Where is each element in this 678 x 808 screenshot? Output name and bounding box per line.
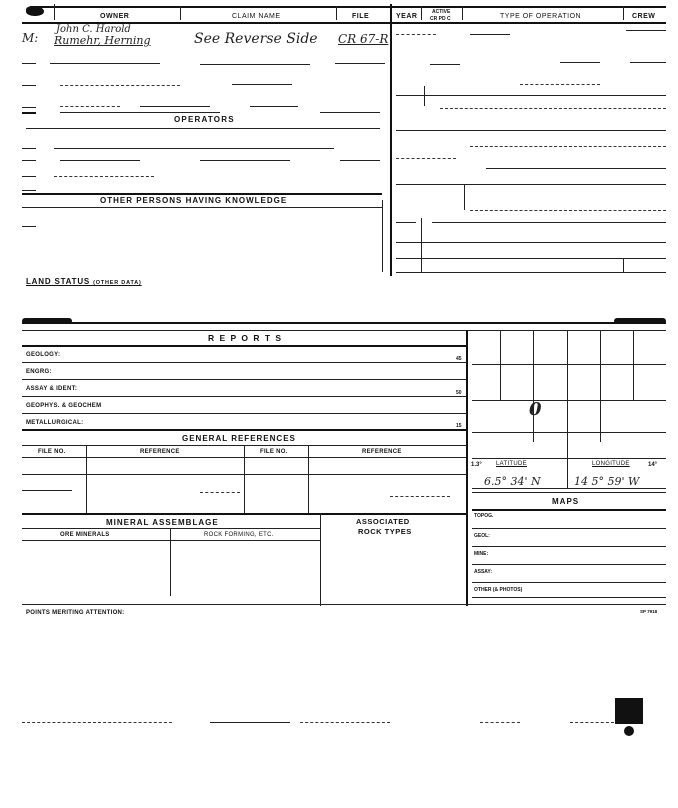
longitude-label: LONGITUDE — [592, 461, 630, 467]
column-header-type-of-operation: TYPE OF OPERATION — [500, 13, 582, 20]
maps-row-topog: TOPOG. — [474, 513, 494, 519]
margin-number-15: 15 — [456, 423, 462, 429]
latitude-label: LATITUDE — [496, 461, 527, 467]
column-header-file: FILE — [352, 13, 370, 20]
row-prefix: M: — [22, 31, 39, 45]
report-row-geology: GEOLOGY: — [26, 352, 61, 358]
column-header-owner: OWNER — [100, 13, 130, 20]
longitude-suffix: 14° — [648, 462, 658, 468]
associated-rock-types-line2: ROCK TYPES — [358, 527, 412, 536]
report-row-metallurgical: METALLURGICAL: — [26, 420, 84, 426]
column-header-year: YEAR — [396, 13, 418, 20]
section-title-operators: OPERATORS — [174, 115, 235, 124]
land-status-subtitle: (OTHER DATA) — [93, 280, 142, 286]
column-header-file-no-2: FILE NO. — [260, 449, 288, 455]
column-header-file-no-1: FILE NO. — [38, 449, 66, 455]
associated-rock-types-line1: ASSOCIATED — [356, 517, 410, 526]
latitude-value: 6.5° 34' N — [484, 475, 541, 488]
column-header-active-sub: CR PD C — [430, 16, 451, 22]
owner-entry-line2: Rumehr, Herning — [54, 34, 151, 47]
section-title-general-references: GENERAL REFERENCES — [182, 434, 296, 443]
report-row-assay: ASSAY & IDENT: — [26, 386, 78, 392]
report-row-geophys: GEOPHYS. & GEOCHEM — [26, 403, 102, 409]
land-status-label: LAND STATUS — [26, 277, 91, 286]
maps-row-geol: GEOL: — [474, 533, 490, 539]
margin-number-45: 45 — [456, 356, 462, 362]
column-header-reference-1: REFERENCE — [140, 449, 180, 455]
section-title-mineral-assemblage: MINERAL ASSEMBLAGE — [106, 518, 219, 527]
owner-entry-line1: John C. Harold — [56, 24, 131, 35]
column-header-active: ACTIVE — [432, 9, 451, 15]
column-header-crew: CREW — [632, 13, 656, 20]
file-entry: CR 67-R — [338, 32, 389, 46]
points-meriting-attention-label: POINTS MERITING ATTENTION: — [26, 610, 125, 616]
margin-number-50: 50 — [456, 390, 462, 396]
claim-name-entry: See Reverse Side — [194, 31, 318, 47]
grid-location-mark: 0 — [529, 399, 542, 420]
ink-blot — [615, 698, 643, 724]
column-header-claim-name: CLAIM NAME — [232, 13, 281, 20]
section-title-land-status — [26, 277, 142, 286]
column-header-ore-minerals: ORE MINERALS — [60, 532, 110, 538]
column-header-reference-2: REFERENCE — [362, 449, 402, 455]
maps-row-assay: ASSAY: — [474, 569, 493, 575]
ink-blot — [624, 726, 634, 736]
column-header-rock-forming: ROCK FORMING, ETC. — [204, 532, 274, 538]
longitude-value: 14 5° 59' W — [574, 475, 640, 488]
latitude-prefix: 1.3° — [471, 462, 482, 468]
maps-row-mine: MINE: — [474, 551, 489, 557]
form-number: SP 7918 — [640, 609, 658, 614]
section-title-reports: R E P O R T S — [208, 333, 283, 343]
maps-row-other: OTHER (& PHOTOS) — [474, 587, 523, 593]
section-title-other-persons: OTHER PERSONS HAVING KNOWLEDGE — [100, 196, 288, 205]
section-title-maps: MAPS — [552, 497, 580, 506]
report-row-engrg: ENGRG: — [26, 369, 52, 375]
